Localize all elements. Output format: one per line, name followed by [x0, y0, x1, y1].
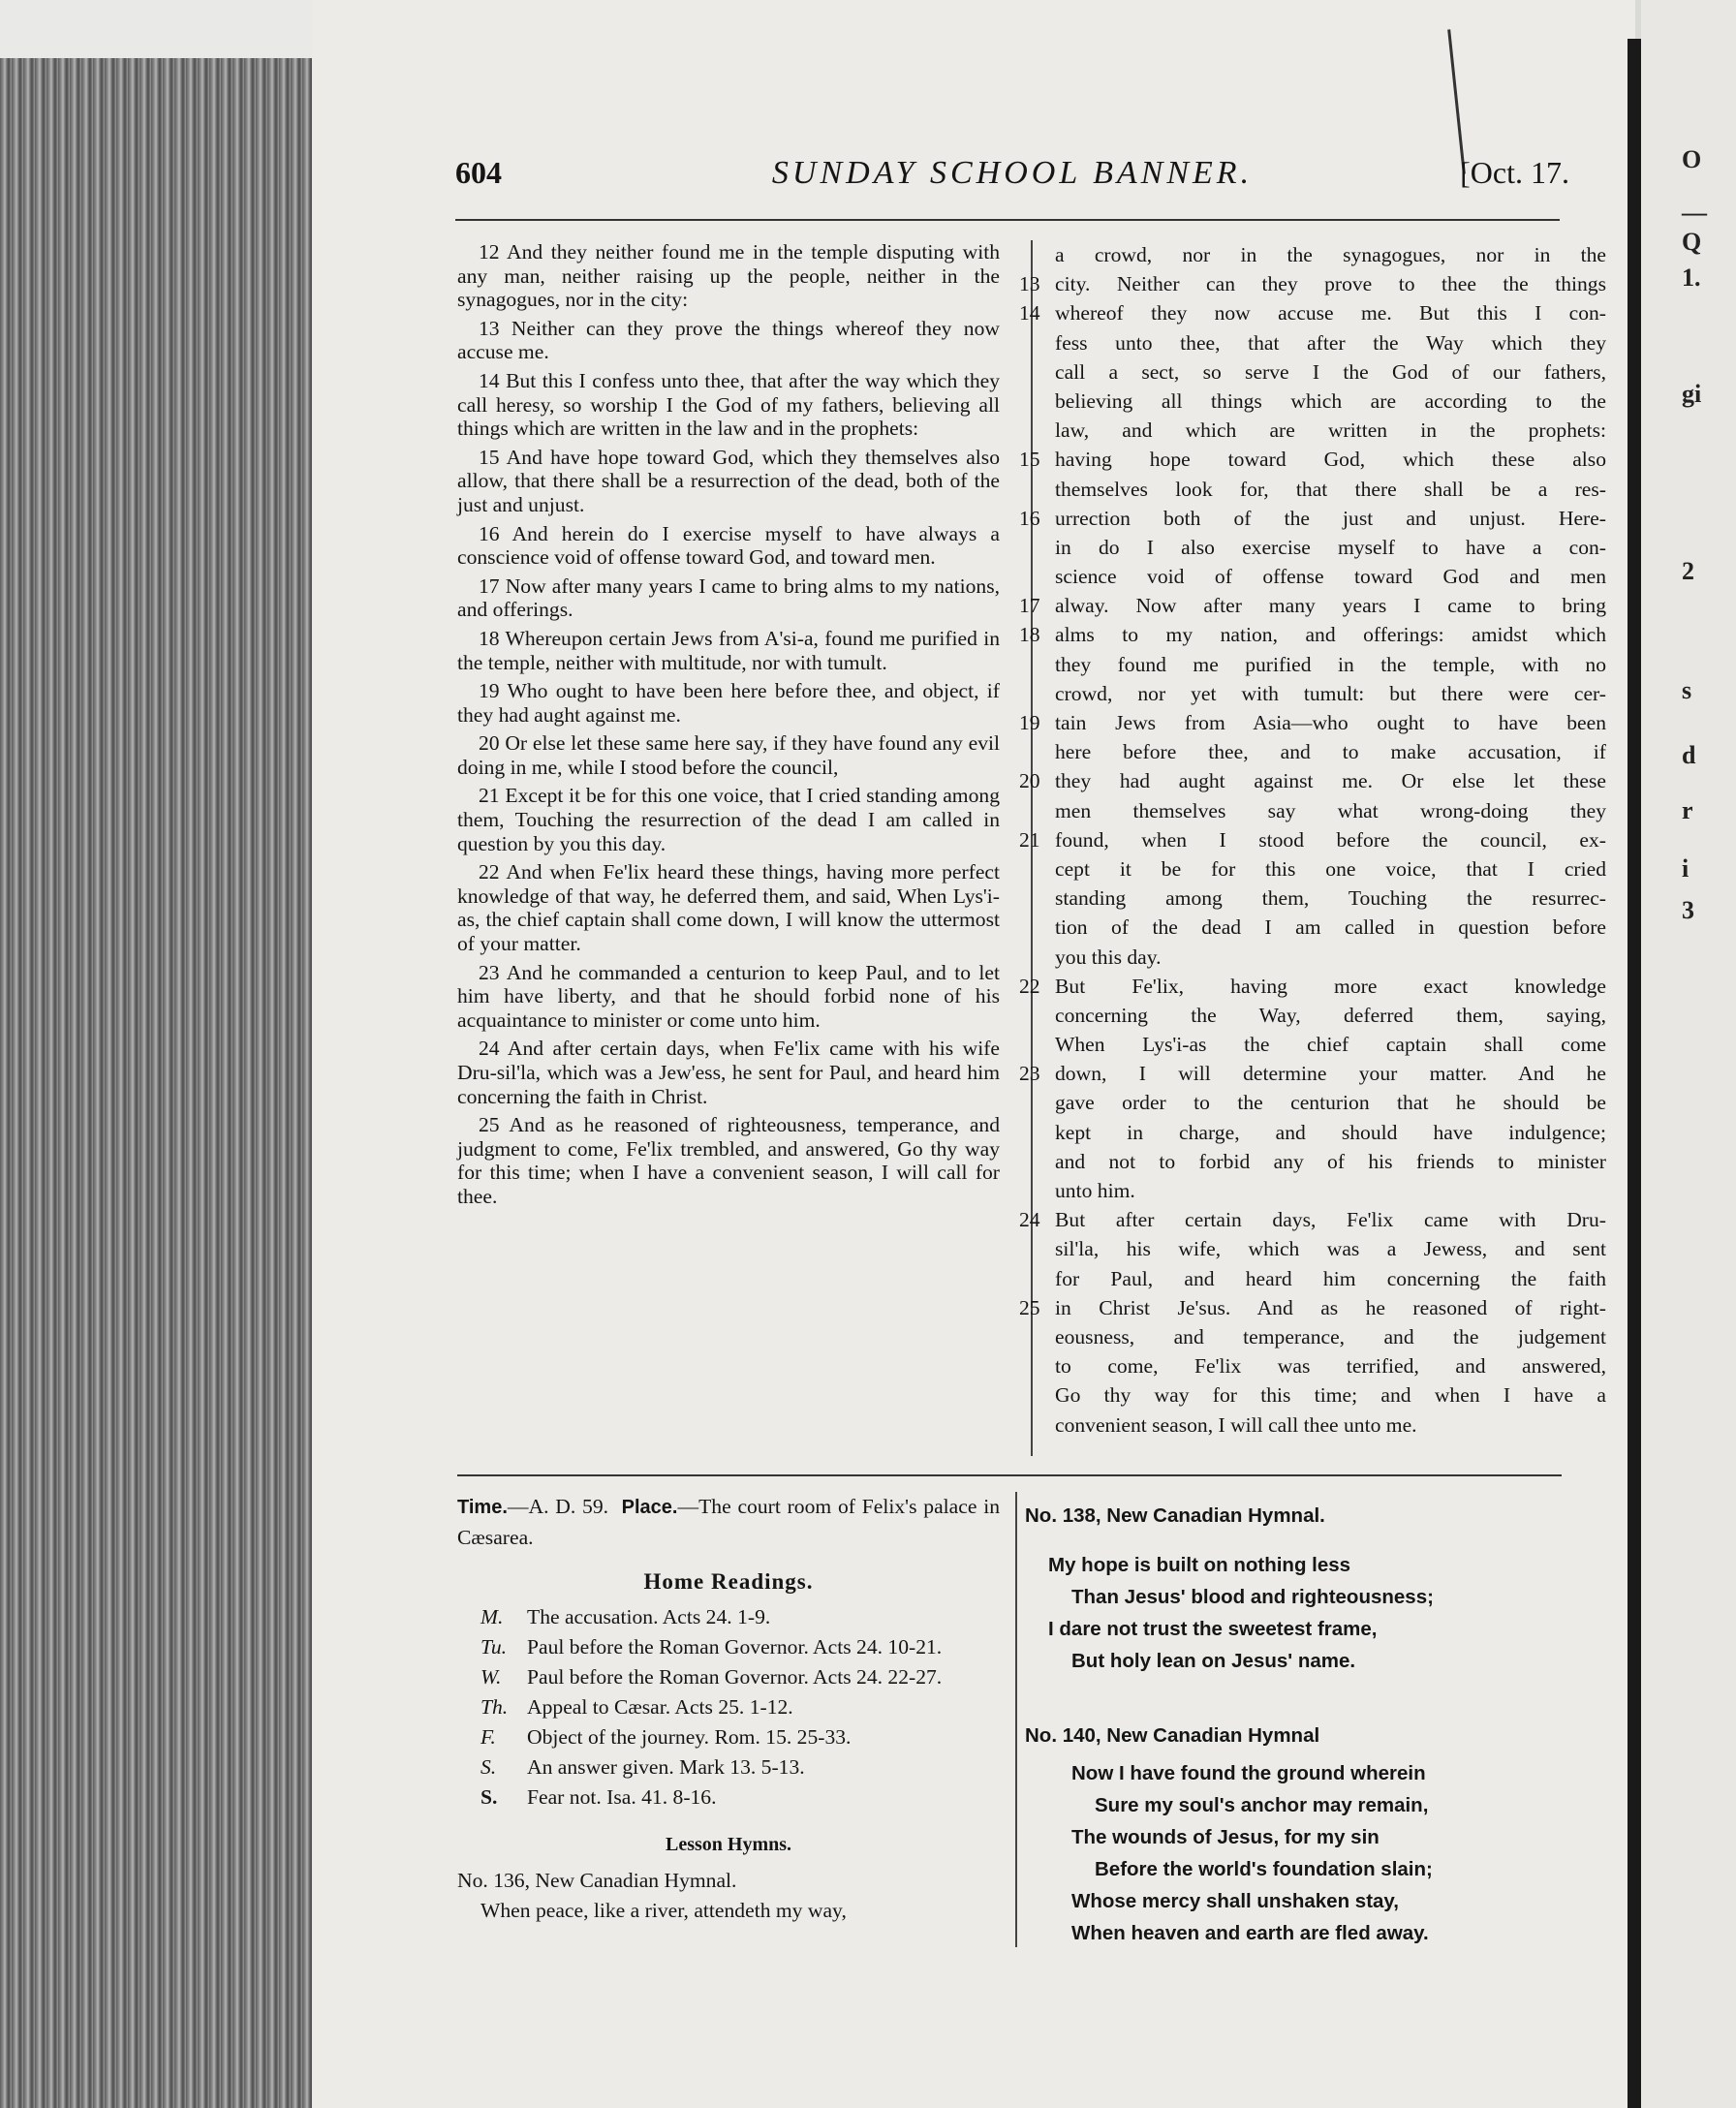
verse-text: alway. Now after many years I came to bring — [1055, 594, 1606, 618]
verse: 21 Except it be for this one voice, that I cried standing among them, Touching the resurrection of the dead I am called in question by you this day. — [457, 784, 1000, 855]
verse: 22 And when Fe'lix heard these things, having more perfect knowledge of that way, he deferred them, and said, When Lys'i-as, the chief captain shall come down, I will know the uttermost of your matter. — [457, 860, 1000, 956]
verse-text: sil'la, his wife, which was a Jewess, and sent — [1055, 1237, 1606, 1261]
home-reading-item — [457, 1692, 1000, 1722]
verse: 15 And have hope toward God, which they themselves also allow, that there shall be a resurrection of the dead, both of the just and unjust. — [457, 445, 1000, 516]
reading-day: W. — [480, 1665, 502, 1689]
reading-text: Paul before the Roman Governor. Acts 24. 10-21. — [527, 1635, 943, 1658]
time-value: —A. D. 59. — [507, 1495, 609, 1518]
home-reading-item — [457, 1722, 1000, 1752]
verse-text: standing among them, Touching the resurrec- — [1055, 886, 1606, 911]
verse-text: city. Neither can they prove to thee the things — [1055, 272, 1606, 296]
reading-day: S. — [480, 1755, 497, 1779]
lesson-notes — [457, 1492, 1000, 1926]
lower-column-divider — [1015, 1492, 1017, 1947]
next-page-fragment: — — [1682, 199, 1707, 227]
page-number: 604 — [455, 155, 502, 190]
verse-text: found, when I stood before the council, ex- — [1055, 827, 1606, 852]
home-readings-list — [457, 1602, 1000, 1813]
verse-text: men themselves say what wrong-doing they — [1055, 798, 1606, 822]
hymn-136-title: No. 136, New Canadian Hymnal. — [457, 1869, 737, 1892]
book-page-edges — [0, 58, 312, 2108]
verse-text: whereof they now accuse me. But this I con- — [1055, 301, 1606, 326]
revised-verse-line — [1019, 708, 1606, 737]
verse-number: 14 — [1019, 301, 1040, 326]
verse-number: 23 — [1019, 1062, 1040, 1086]
next-page-fragment: gi — [1682, 380, 1702, 408]
verse-text: believing all things which are according to the — [1055, 388, 1606, 413]
verse-number: 20 — [1019, 769, 1040, 793]
section-rule — [457, 1474, 1562, 1476]
verse-text: for Paul, and heard him concerning the faith — [1055, 1266, 1606, 1290]
scripture-right-column — [1019, 240, 1606, 1440]
verse-text: down, I will determine your matter. And he — [1055, 1062, 1606, 1086]
place-label: Place. — [621, 1497, 678, 1518]
revised-verse-line — [1019, 1205, 1606, 1234]
hymn-140-line: When heaven and earth are fled away. — [1071, 1922, 1429, 1944]
revised-verse-line — [1019, 357, 1606, 387]
verse: 18 Whereupon certain Jews from A'si-a, found me purified in the temple, neither with multitude, nor with tumult. — [457, 626, 1000, 674]
reading-day: F. — [480, 1725, 496, 1749]
hymn-140-line: Before the world's foundation slain; — [1095, 1858, 1433, 1880]
hymn-138-title: No. 138, New Canadian Hymnal. — [1025, 1504, 1325, 1527]
verse: 20 Or else let these same here say, if they have found any evil doing in me, while I stood before the council, — [457, 731, 1000, 779]
verse-text: eousness, and temperance, and the judgement — [1055, 1324, 1606, 1348]
verse-number: 24 — [1019, 1208, 1040, 1232]
next-page-fragment: Q — [1682, 228, 1702, 256]
next-page-fragment: d — [1682, 741, 1696, 769]
hymn-140-line: The wounds of Jesus, for my sin — [1071, 1826, 1380, 1848]
home-reading-item — [457, 1632, 1000, 1662]
verse: 19 Who ought to have been here before thee, and object, if they had aught against me. — [457, 679, 1000, 727]
verse: 25 And as he reasoned of righteousness, temperance, and judgment to come, Fe'lix trembled, and answered, Go thy way for this time; when I have a convenient season, I will call for thee. — [457, 1113, 1000, 1208]
verse-text: and not to forbid any of his friends to minister — [1055, 1149, 1606, 1173]
home-reading-item — [457, 1662, 1000, 1692]
reading-day: Tu. — [480, 1635, 508, 1658]
verse-number: 16 — [1019, 506, 1040, 530]
next-page-fragment: 3 — [1682, 896, 1694, 924]
next-page-fragment: O — [1682, 145, 1702, 173]
place-value: —The court room of Felix's palace in Cæsarea. — [457, 1495, 1001, 1549]
verse-text: in do I also exercise myself to have a con- — [1055, 535, 1606, 559]
verse-text: unto him. — [1055, 1179, 1135, 1202]
revised-verse-line — [1019, 591, 1606, 620]
revised-verse-line — [1019, 298, 1606, 327]
reading-day: M. — [480, 1605, 504, 1628]
hymn-140-line: Sure my soul's anchor may remain, — [1095, 1794, 1429, 1816]
verse-text: science void of offense toward God and men — [1055, 565, 1606, 589]
verse-text: call a sect, so serve I the God of our fathers, — [1055, 359, 1606, 384]
header-date: [Oct. 17. — [1460, 155, 1569, 190]
revised-verse-line — [1019, 504, 1606, 533]
verse-text: Go thy way for this time; and when I have a — [1055, 1383, 1606, 1408]
lesson-hymns-title: Lesson Hymns. — [665, 1834, 792, 1855]
verse-text: When Lys'i-as the chief captain shall come — [1055, 1033, 1606, 1057]
time-place — [457, 1492, 1000, 1553]
next-page-edge — [1641, 0, 1736, 2108]
verse-number: 25 — [1019, 1295, 1040, 1319]
hymn-140-line: Whose mercy shall unshaken stay, — [1071, 1890, 1399, 1912]
verse-text: But Fe'lix, having more exact knowledge — [1055, 974, 1606, 998]
hymns-section — [1025, 1500, 1567, 1949]
reading-text: Paul before the Roman Governor. Acts 24. 22-27. — [527, 1665, 943, 1689]
running-title: SUNDAY SCHOOL BANNER. — [771, 155, 1254, 191]
reading-text: Object of the journey. Rom. 15. 25-33. — [527, 1725, 852, 1749]
reading-text: An answer given. Mark 13. 5-13. — [527, 1755, 805, 1779]
verse-text: But after certain days, Fe'lix came with Dru- — [1055, 1208, 1606, 1232]
hymn-138-line: My hope is built on nothing less — [1048, 1554, 1351, 1576]
revised-verse-line — [1019, 416, 1606, 445]
revised-verse-line — [1019, 1118, 1606, 1147]
reading-day: Th. — [480, 1695, 509, 1719]
book-gutter — [1628, 39, 1641, 2108]
verse-text: urrection both of the just and unjust. Here- — [1055, 506, 1606, 530]
revised-verse-line — [1019, 1147, 1606, 1176]
verse-text: crowd, nor yet with tumult: but there were cer- — [1055, 681, 1606, 705]
header-rule — [455, 219, 1560, 221]
revised-verse-line — [1019, 913, 1606, 942]
reading-text: The accusation. Acts 24. 1-9. — [527, 1605, 771, 1628]
verse-number: 21 — [1019, 827, 1040, 852]
verse: 24 And after certain days, when Fe'lix came with his wife Dru-sil'la, which was a Jew'ess, he sent for Paul, and heard him concerning the faith in Christ. — [457, 1037, 1000, 1108]
revised-verse-line — [1019, 1380, 1606, 1410]
verse: 17 Now after many years I came to bring alms to my nations, and offerings. — [457, 574, 1000, 622]
revised-verse-line — [1019, 737, 1606, 766]
verse: 14 But this I confess unto thee, that after the way which they call heresy, so worship I the God of my fathers, believing all things which are written in the law and in the prophets: — [457, 368, 1000, 441]
home-reading-item — [457, 1782, 1000, 1813]
verse-text: here before thee, and to make accusation, if — [1055, 740, 1606, 764]
revised-verse-line — [1019, 1176, 1562, 1205]
verse: 12 And they neither found me in the temple disputing with any man, neither raising up the people, neither in the synagogues, nor in the city: — [457, 240, 1000, 312]
verse-text: kept in charge, and should have indulgence; — [1055, 1120, 1606, 1144]
verse: 16 And herein do I exercise myself to have always a conscience void of offense toward God, and toward men. — [457, 521, 1000, 570]
verse-text: concerning the Way, deferred them, saying, — [1055, 1003, 1606, 1027]
verse: 23 And he commanded a centurion to keep Paul, and to let him have liberty, and that he should forbid none of his acquaintance to minister or come unto him. — [457, 960, 1000, 1032]
home-reading-item — [457, 1602, 1000, 1632]
verse-text: a crowd, nor in the synagogues, nor in the — [1055, 243, 1606, 266]
revised-verse-line — [1019, 884, 1606, 913]
page-header — [455, 155, 1569, 209]
next-page-fragment: 2 — [1682, 557, 1694, 585]
scripture-left-column — [457, 240, 1000, 1214]
reading-text: Fear not. Isa. 41. 8-16. — [527, 1785, 717, 1809]
next-page-fragment: 1. — [1682, 264, 1701, 292]
revised-verse-line — [1019, 679, 1606, 708]
hymn-138-line: I dare not trust the sweetest frame, — [1048, 1618, 1378, 1640]
revised-verse-line — [1019, 1293, 1606, 1322]
next-page-fragment: i — [1682, 854, 1690, 883]
revised-verse-line — [1019, 1410, 1562, 1440]
verse-text: cept it be for this one voice, that I cried — [1055, 856, 1606, 881]
verse-text: they had aught against me. Or else let these — [1055, 769, 1606, 793]
verse-text: in Christ Je'sus. And as he reasoned of right- — [1055, 1295, 1606, 1319]
verse-number: 13 — [1019, 272, 1040, 296]
revised-verse-line — [1019, 796, 1606, 825]
verse-text: having hope toward God, which these also — [1055, 448, 1606, 472]
reading-day: S. — [480, 1785, 498, 1809]
next-page-fragment: s — [1682, 676, 1692, 704]
revised-verse-line — [1019, 972, 1606, 1001]
verse-number: 17 — [1019, 594, 1040, 618]
revised-verse-line — [1019, 1234, 1606, 1263]
home-readings-title: Home Readings. — [643, 1569, 814, 1594]
verse-number: 18 — [1019, 623, 1040, 647]
hymn-140-line: Now I have found the ground wherein — [1071, 1762, 1426, 1784]
revised-verse-line — [1019, 943, 1562, 972]
revised-verse-line — [1019, 240, 1606, 269]
verse-text: alms to my nation, and offerings: amidst which — [1055, 623, 1606, 647]
verse-text: themselves look for, that there shall be a res- — [1055, 477, 1606, 501]
revised-verse-line — [1019, 1351, 1606, 1380]
verse-text: convenient season, I will call thee unto me. — [1055, 1412, 1417, 1437]
hymn-138-line: Than Jesus' blood and righteousness; — [1071, 1586, 1434, 1608]
verse-text: fess unto thee, that after the Way which they — [1055, 330, 1606, 355]
verse-text: law, and which are written in the prophets: — [1055, 418, 1606, 443]
hymn-138-line: But holy lean on Jesus' name. — [1071, 1650, 1356, 1672]
hymn-140-title: No. 140, New Canadian Hymnal — [1025, 1724, 1320, 1747]
verse-text: gave order to the centurion that he should be — [1055, 1091, 1606, 1115]
revised-verse-line — [1019, 533, 1606, 562]
verse-number: 22 — [1019, 974, 1040, 998]
revised-verse-line — [1019, 1264, 1606, 1293]
revised-verse-line — [1019, 269, 1606, 298]
reading-text: Appeal to Cæsar. Acts 25. 1-12. — [527, 1695, 793, 1719]
verse-text: they found me purified in the temple, with no — [1055, 652, 1606, 676]
verse-number: 19 — [1019, 711, 1040, 734]
revised-verse-line — [1019, 1088, 1606, 1117]
revised-verse-line — [1019, 854, 1606, 884]
verse-text: tain Jews from Asia—who ought to have been — [1055, 711, 1606, 734]
verse: 13 Neither can they prove the things whereof they now accuse me. — [457, 316, 1000, 364]
revised-verse-line — [1019, 825, 1606, 854]
verse-text: tion of the dead I am called in question before — [1055, 915, 1606, 940]
home-reading-item — [457, 1752, 1000, 1782]
hymn-136-line: When peace, like a river, attendeth my way, — [480, 1899, 847, 1922]
revised-verse-line — [1019, 1059, 1606, 1088]
revised-verse-line — [1019, 387, 1606, 416]
revised-verse-line — [1019, 328, 1606, 357]
revised-verse-line — [1019, 766, 1606, 795]
revised-verse-line — [1019, 445, 1606, 474]
revised-verse-line — [1019, 650, 1606, 679]
revised-verse-line — [1019, 562, 1606, 591]
verse-text: to come, Fe'lix was terrified, and answered, — [1055, 1354, 1606, 1379]
revised-verse-line — [1019, 1030, 1606, 1059]
revised-verse-line — [1019, 620, 1606, 649]
next-page-fragment: r — [1682, 796, 1693, 824]
revised-verse-line — [1019, 1322, 1606, 1351]
revised-verse-line — [1019, 475, 1606, 504]
revised-verse-line — [1019, 1001, 1606, 1030]
time-label: Time. — [457, 1497, 508, 1518]
verse-number: 15 — [1019, 448, 1040, 472]
verse-text: you this day. — [1055, 945, 1162, 969]
